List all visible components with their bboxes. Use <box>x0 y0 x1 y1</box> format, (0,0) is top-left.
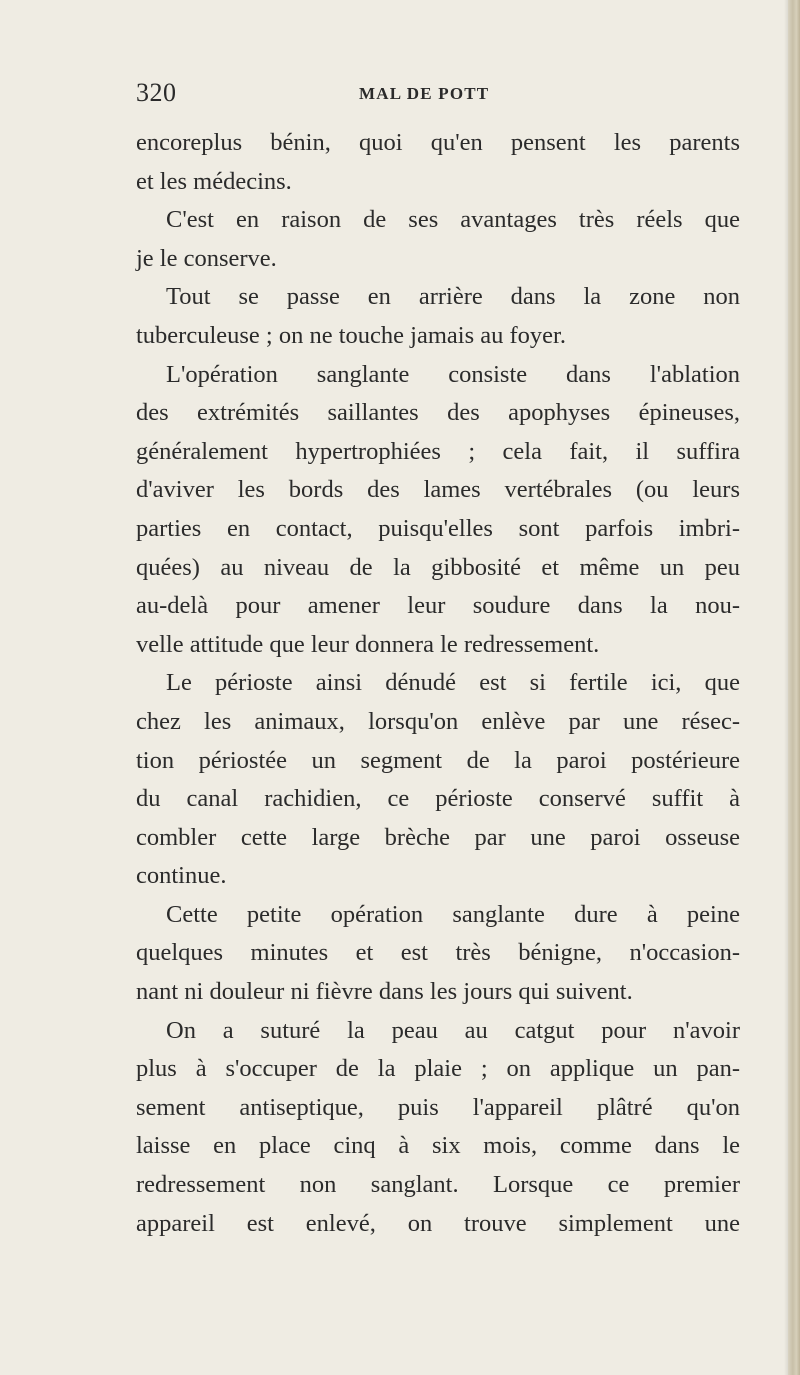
text-line: au-delà pour amener leur soudure dans la nou- <box>136 592 740 620</box>
body-text <box>136 124 740 1243</box>
text-line: chez les animaux, lorsqu'on enlève par une résec- <box>136 707 740 735</box>
text-line: généralement hypertrophiées ; cela fait, il suffira <box>136 437 740 465</box>
text-line: appareil est enlevé, on trouve simplement une <box>136 1209 740 1237</box>
page-edge <box>788 0 800 1375</box>
text-line: quelques minutes et est très bénigne, n'occasion- <box>136 939 740 967</box>
text-line: sement antiseptique, puis l'appareil plâtré qu'on <box>136 1093 740 1121</box>
text-line: nant ni douleur ni fièvre dans les jours qui suivent. <box>136 978 633 1006</box>
text-line: tuberculeuse ; on ne touche jamais au foyer. <box>136 321 566 349</box>
page-header <box>136 78 736 108</box>
text-line: quées) au niveau de la gibbosité et même un peu <box>136 553 740 581</box>
text-line: L'opération sanglante consiste dans l'ablation <box>166 360 740 388</box>
text-line: Cette petite opération sanglante dure à peine <box>166 900 740 928</box>
text-line: des extrémités saillantes des apophyses épineuses, <box>136 399 740 427</box>
text-line: combler cette large brèche par une paroi osseuse <box>136 823 740 851</box>
text-line: Tout se passe en arrière dans la zone non <box>166 283 740 311</box>
text-line: tion périostée un segment de la paroi postérieure <box>136 746 740 774</box>
text-line: On a suturé la peau au catgut pour n'avoir <box>166 1016 740 1044</box>
text-line: parties en contact, puisqu'elles sont parfois imbri- <box>136 514 740 542</box>
page-number: 320 <box>136 78 177 107</box>
text-line: du canal rachidien, ce périoste conservé suffit à <box>136 785 740 813</box>
text-line: continue. <box>136 862 227 890</box>
text-line: et les médecins. <box>136 167 292 195</box>
text-line: Le périoste ainsi dénudé est si fertile ici, que <box>166 669 740 697</box>
running-title: MAL DE POTT <box>359 84 490 103</box>
text-line: velle attitude que leur donnera le redressement. <box>136 630 600 658</box>
text-line: C'est en raison de ses avantages très réels que <box>166 206 740 234</box>
text-line: redressement non sanglant. Lorsque ce premier <box>136 1171 740 1199</box>
text-line: d'aviver les bords des lames vertébrales (ou leurs <box>136 476 740 504</box>
text-line: plus à s'occuper de la plaie ; on applique un pan- <box>136 1055 740 1083</box>
text-line: laisse en place cinq à six mois, comme dans le <box>136 1132 740 1160</box>
text-line: je le conserve. <box>136 244 277 272</box>
text-line: encoreplus bénin, quoi qu'en pensent les parents <box>136 129 740 156</box>
